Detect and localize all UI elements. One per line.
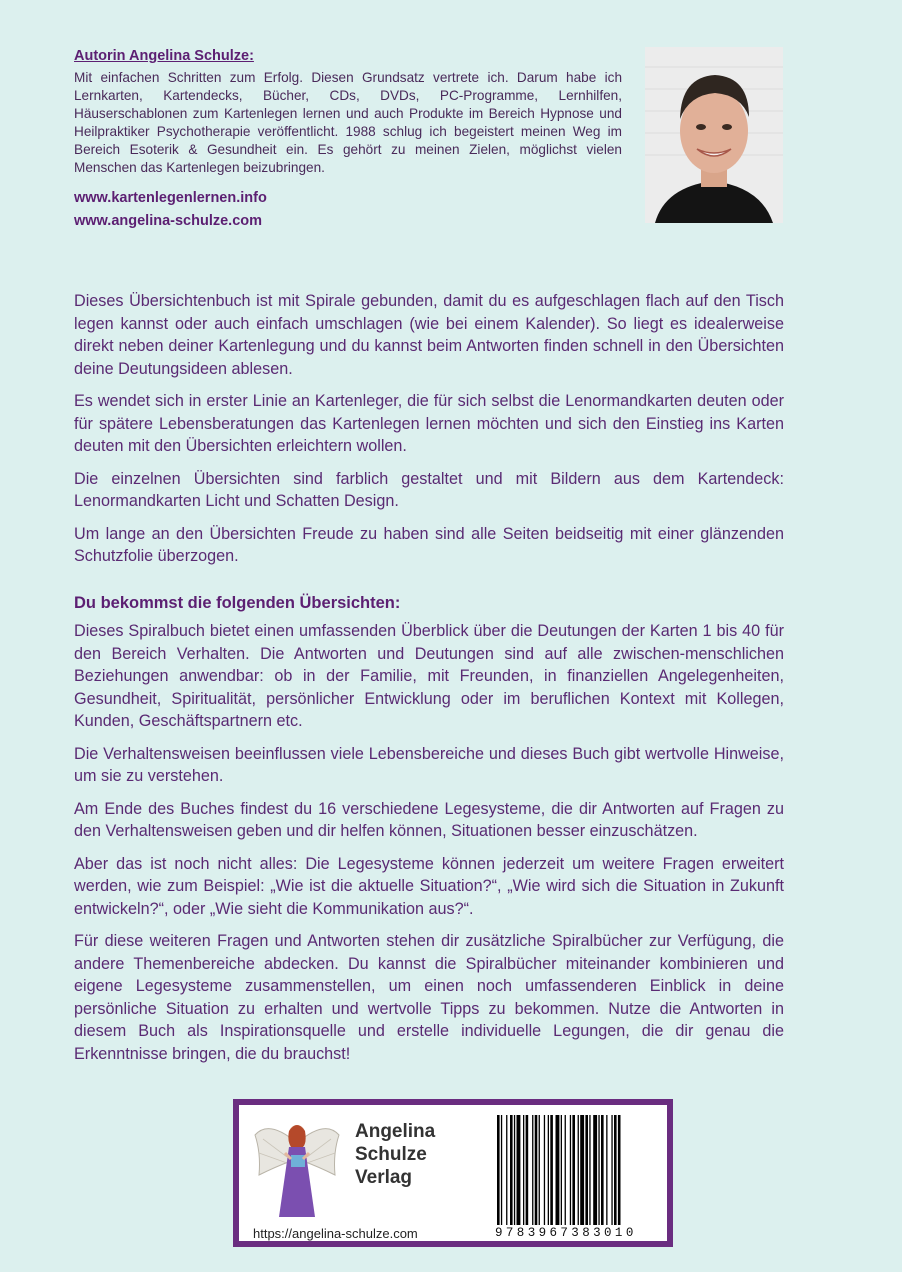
barcode-bar [614, 1115, 617, 1225]
barcode-bar [550, 1115, 553, 1225]
author-block [74, 48, 622, 229]
barcode-bar [517, 1115, 521, 1225]
barcode-bar [514, 1115, 515, 1225]
main-content [74, 290, 784, 1075]
publisher-url[interactable]: https://angelina-schulze.com [253, 1226, 418, 1241]
barcode-bar [611, 1115, 612, 1225]
website-link-kartenlegenlernen[interactable]: www.kartenlegenlernen.info [74, 190, 267, 206]
intro-paragraph-2: Es wendet sich in erster Linie an Kartenleger, die für sich selbst die Lenormandkarten deuten oder für spätere Lebensberatungen das Kartenlegen lernen möchten und sich den Einstieg ins Karten deuten mit den Übersichten erleichtern wollen. [74, 392, 784, 455]
barcode-bar [556, 1115, 560, 1225]
barcode-bar [598, 1115, 599, 1225]
barcode-bar [506, 1115, 507, 1225]
barcode-bar [601, 1115, 604, 1225]
barcode-icon [495, 1115, 665, 1225]
barcode-bar [532, 1115, 533, 1225]
barcode-bar [585, 1115, 588, 1225]
section-paragraph-3: Am Ende des Buches findest du 16 verschiedene Legesysteme, die dir Antworten auf Fragen zu den Verhaltensweisen geben und dir helfen können, Situationen besser einzuschätzen. [74, 799, 784, 840]
intro-paragraph-4: Um lange an den Übersichten Freude zu haben sind alle Seiten beidseitig mit einer glänzenden Schutzfolie überzogen. [74, 524, 784, 565]
section-paragraph-2: Die Verhaltensweisen beeinflussen viele Lebensbereiche und dieses Buch gibt wertvolle Hinweise, um sie zu verstehen. [74, 744, 784, 785]
barcode-bar [589, 1115, 590, 1225]
author-photo [645, 47, 783, 223]
barcode-bar [510, 1115, 513, 1225]
barcode-bar [570, 1115, 571, 1225]
publisher-name [355, 1120, 435, 1189]
publisher-name-line-2: Schulze [355, 1144, 427, 1165]
barcode-bar [535, 1115, 538, 1225]
barcode-bar [618, 1115, 621, 1225]
isbn-number: 9783967383010 [495, 1226, 637, 1240]
barcode-bar [593, 1115, 597, 1225]
barcode-bar [501, 1115, 502, 1225]
section-paragraph-4: Aber das ist noch nicht alles: Die Legesysteme können jederzeit um weitere Fragen erweitert werden, wie zum Beispiel: „Wie ist die aktuelle Situation?“, „Wie wird sich die Situation in Zukunft entwickeln?“, oder „Wie sieht die Kommunikation aus?“. [74, 854, 784, 918]
website-link-angelina-schulze[interactable]: www.angelina-schulze.com [74, 213, 263, 229]
publisher-name-line-1: Angelina [355, 1121, 436, 1142]
barcode-bar [565, 1115, 566, 1225]
section-paragraph-5: Für diese weiteren Fragen und Antworten stehen dir zusätzliche Spiralbücher zur Verfügung, die andere Themenbereiche abdecken. Du kannst die Spiralbücher miteinander kombinieren und eigene Legesysteme zusammenstellen, um einen noch umfassenderen Einblick in deine persönliche Situation zu erhalten und wertvolle Tipps zu bekommen. Nutze die Antworten in diesem Buch als Inspirationsquelle und erstelle individuelle Legungen, die dir genau die Erkenntnisse bringen, die du brauchst! [74, 932, 784, 1063]
barcode-bar [578, 1115, 579, 1225]
barcode-bar [526, 1115, 529, 1225]
barcode-bar [544, 1115, 545, 1225]
author-portrait-icon [645, 47, 783, 223]
intro-paragraph-1: Dieses Übersichtenbuch ist mit Spirale gebunden, damit du es aufgeschlagen flach auf den Tisch legen kannst oder auch einfach umschlagen (wie bei einem Kalender). So liegt es idealerweise direkt neben deiner Kartenlegung und du kannst beim Antworten finden schnell in den Übersichten deine Deutungsideen ablesen. [74, 292, 784, 378]
author-title: Autorin Angelina Schulze: [74, 48, 254, 64]
publisher-name-line-3: Verlag [355, 1167, 413, 1188]
barcode-bar [523, 1115, 524, 1225]
barcode-bar [606, 1115, 607, 1225]
section-paragraph-1: Dieses Spiralbuch bietet einen umfassenden Überblick über die Deutungen der Karten 1 bis 40 für den Bereich Verhalten. Die Antworten und Deutungen sind auf alle zwischen-menschlichen Beziehungen anwendbar: ob in der Familie, mit Freunden, in finanziellen Angelegenheiten, Gesundheit, Spiritualität, persönlicher Entwicklung oder im beruflichen Kontext mit Kollegen, Kunden, Geschäftspartnern etc. [74, 622, 784, 730]
section-heading: Du bekommst die folgenden Übersichten: [74, 593, 401, 612]
barcode-bar [561, 1115, 562, 1225]
barcode-bar [580, 1115, 584, 1225]
barcode-bar [572, 1115, 575, 1225]
publisher-box [233, 1099, 673, 1247]
author-bio: Mit einfachen Schritten zum Erfolg. Diesen Grundsatz vertrete ich. Darum habe ich Lernkarten, Kartendecks, Bücher, CDs, DVDs, PC-Programme, Lernhilfen, Häuserschablonen zum Kartenlegen lernen und auch Produkte im Bereich Hypnose und Heilpraktiker Psychotherapie veröffentlicht. 1988 schlug ich begeistert meinen Weg im Bereich Esoterik & Gesundheit ein. Es gehört zu meinen Zielen, möglichst vielen Menschen das Kartenlegen beizubringen. [74, 70, 622, 175]
barcode-bar [548, 1115, 549, 1225]
angel-logo-icon [251, 1113, 343, 1223]
intro-paragraph-3: Die einzelnen Übersichten sind farblich gestaltet und mit Bildern aus dem Kartendeck: Lenormandkarten Licht und Schatten Design. [74, 469, 784, 510]
barcode-bar [497, 1115, 500, 1225]
barcode-bar [539, 1115, 540, 1225]
